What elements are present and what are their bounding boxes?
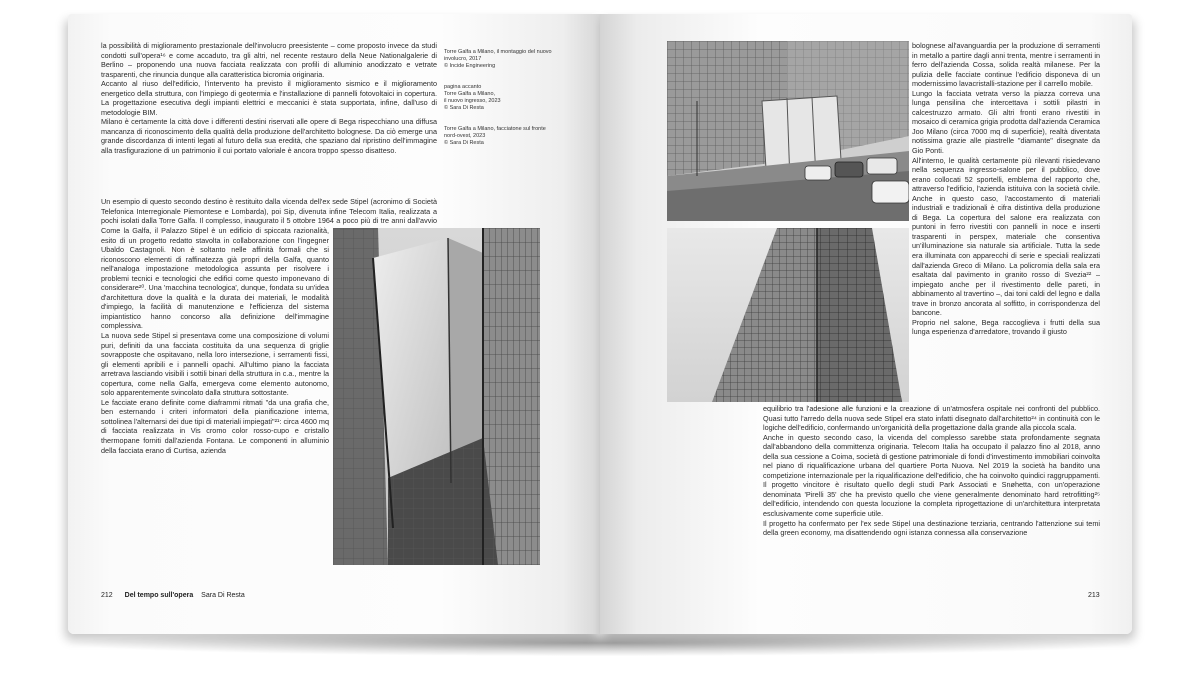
paragraph: la possibilità di miglioramento prestazionale dell'involucro preesistente – come proposto invece da studi condotti sull'opera¹⁶ e come accaduto, tra gli altri, nel recente restauro della Neue Nationalgalerie di Berlino – proponendo una nuova facciata realizzata con profili di alluminio anodizzato e vetrate trasparenti, che rinuncia dunque alla caratteristica bicromia originaria. [101,41,437,79]
paragraph: Accanto al riuso dell'edificio, l'intervento ha previsto il miglioramento sismico e il miglioramento energetico della struttura, con l'impiego di geotermia e l'installazione di pannelli fotovoltaici in copertura. La progettazione esecutiva degli impianti elettrici e meccanici è stata supportata, infine, dall'uso di metodologie BIM. [101,79,437,117]
left-column-text [101,226,329,566]
page-number: 213 [1088,592,1100,599]
paragraph: equilibrio tra l'adesione alle funzioni e la creazione di un'atmosfera ospitale nei confronti del pubblico. Quasi tutto l'arredo della nuova sede Stipel era stato infatti disegnato dall'architetto²⁴ in continuità con le logiche dell'edificio, confermando un'organicità della progettazione dalla grande alla piccola scala. [763,404,1100,433]
paragraph: Le facciate erano definite come diaframmi ritmati "da una grafia che, ben esternando i criteri informatori della pianificazione interna, sottolinea l'alternarsi dei due tipi di materiali impiegati"²¹: circa 4600 mq di facciata realizzata in Vis cromo color rosso-cupo e cristallo thermopane forniti dall'azienda Fontana. Le componenti in alluminio della facciata erano di Curtisa, azienda [101,397,329,455]
paragraph: Come la Galfa, il Palazzo Stipel è un edificio di spiccata razionalità, esito di un progetto redatto stavolta in collaborazione con l'ingegner Ubaldo Castagnoli. Non è soltanto nelle affinità formali che si riconoscono elementi di raffinatezza già propri della Galfa, quanto nell'analoga impostazione metodologica assunta per risolvere i problemi tecnici e tecnologici che edifici come questo imponevano di considerare²⁰. Una 'macchina tecnologica', dunque, fondata su un'idea d'architettura dove la qualità e la durata dei materiali, le modalità d'impiego, la facilità di manutenzione e l'efficienza del sistema impiantistico hanno concorso alla definizione dell'immagine complessiva. [101,226,329,331]
paragraph: Lungo la facciata vetrata verso la piazza correva una lunga pensilina che intercettava i sottili pilastri in calcestruzzo armato. Gli altri fronti erano rivestiti in mosaico di ceramica grigia prodotta dall'azienda Ceramica Joo Milano (circa 7000 mq di superficie), realtà diventata notissima grazie alle piastrelle "diamante" disegnate da Gio Ponti. [912,88,1100,156]
photo-entrance-street [667,41,909,221]
caption: pagina accanto Torre Galfa a Milano, il nuovo ingresso, 2023 © Sara Di Resta [444,84,501,111]
left-top-text [101,41,437,156]
left-full-width-text [101,197,437,227]
photo-facade-scaffolding [333,228,540,565]
right-folio [1088,592,1100,599]
paragraph: Milano è certamente la città dove i differenti destini riservati alle opere di Bega rispecchiano una diffusa mancanza di riconoscimento della qualità della produzione dell'architetto bolognese. Da ciò emerge una grande discordanza di intenti legati al futuro della sua eredità, che spaziano dal ripristino dell'immagine alla trasfigurazione di un patrimonio il cui portato valoriale è ancora troppo spesso disatteso. [101,117,437,156]
paragraph: Il progetto ha confermato per l'ex sede Stipel una destinazione terziaria, centrando l'attenzione sui temi della green economy, ma disattendendo ogni istanza connessa alla conservazione [763,518,1100,538]
right-page [600,14,1132,634]
left-folio [101,592,245,599]
paragraph: Proprio nel salone, Bega raccoglieva i frutti della sua lunga esperienza d'arredatore, trovando il giusto [912,317,1100,337]
running-author: Sara Di Resta [201,592,245,599]
page-number: 212 [101,592,113,599]
caption: Torre Galfa a Milano, il montaggio del nuovo involucro, 2017 © Incide Engineering [444,49,552,69]
right-bottom-text [763,404,1100,569]
paragraph: Anche in questo secondo caso, la vicenda del complesso sarebbe stata profondamente segnata dall'abbandono della committenza originaria. Telecom Italia ha occupato il palazzo fino al 2018, anno della sua cessione a Coima, società di gestione patrimoniale di fondi d'investimento immobiliari coinvolta nel piano di riqualificazione urbana del quartiere Porta Nuova. Nel 2019 la società ha bandito una competizione internazionale per la riqualificazione dell'edificio, che ha coinvolto quindici raggruppamenti. Il progetto vincitore è risultato quello degli studi Park Associati e Snøhetta, con un'operazione denominata 'Pirelli 35' che ha previsto quello che viene generalmente denominato hard retrofitting²⁵ dell'edificio, intendendo con questa locuzione la completa riprogettazione di un'architettura interpretata esclusivamente come superficie utile. [763,432,1100,519]
caption: Torre Galfa a Milano, facciatone sul fronte nord-ovest, 2023 © Sara Di Resta [444,126,546,146]
paragraph: La nuova sede Stipel si presentava come una composizione di volumi puri, definiti da una facciata costituita da una sequenza di griglie sovrapposte che ospitavano, nella loro intersezione, i serramenti fissi, gli elementi apribili e i pannelli opachi. All'ultimo piano la facciata arretrava lasciando visibili i sottili binari della struttura in c.a., mentre la copertura, come nella Galfa, emergeva come elemento autonomo, solo apparentemente svincolato dalla struttura sottostante. [101,331,329,398]
photo-tower-facade [667,228,909,402]
paragraph: All'interno, le qualità certamente più rilevanti risiedevano nella sequenza ingresso-salone per il pubblico, dove erano collocati 52 sportelli, emblema del rapporto che, attraverso l'edificio, l'azienda istituiva con la società civile. Anche in questo caso, l'accostamento di materiali industriali e tradizionali è cifra distintiva della produzione di Bega. La copertura del salone era realizzata con puntoni in ferro rivestiti con pannelli in noce e inserti trasparenti in perspex, materiale che consentiva un'illuminazione sia naturale sia artificiale. Tutta la sede era illuminata con apparecchi di serie e speciali realizzati dall'azienda Greco di Milano. La policromia della sala era esaltata dal pavimento in granito rosso di Svezia²² – impiegato anche per il rivestimento delle pareti, in abbinamento al travertino –, dai toni caldi del legno e dalla trave in bronzo ancorata al soffitto, in corrispondenza del bancone. [912,155,1100,318]
left-page [68,14,600,634]
paragraph: bolognese all'avanguardia per la produzione di serramenti in metallo a partire dagli anni trenta, mentre i serramenti in ferro dell'azienda Cossa, solida realtà milanese. Per la pulizia delle facciate continue l'edificio disponeva di un modernissimo lavacristalli-stazione per il carrello mobile. [912,41,1100,89]
running-title: Del tempo sull'opera [124,592,194,599]
paragraph: Un esempio di questo secondo destino è restituito dalla vicenda dell'ex sede Stipel (acronimo di Società Telefonica Interregionale Piemontese e Lombarda), poi Sip, divenuta infine Telecom Italia, realizzata a pochi isolati dalla Torre Galfa. Il complesso, inaugurato il 5 ottobre 1964 a poco più di tre anni dall'avvio [101,197,437,226]
right-column-text [912,41,1100,404]
captions [444,42,556,161]
